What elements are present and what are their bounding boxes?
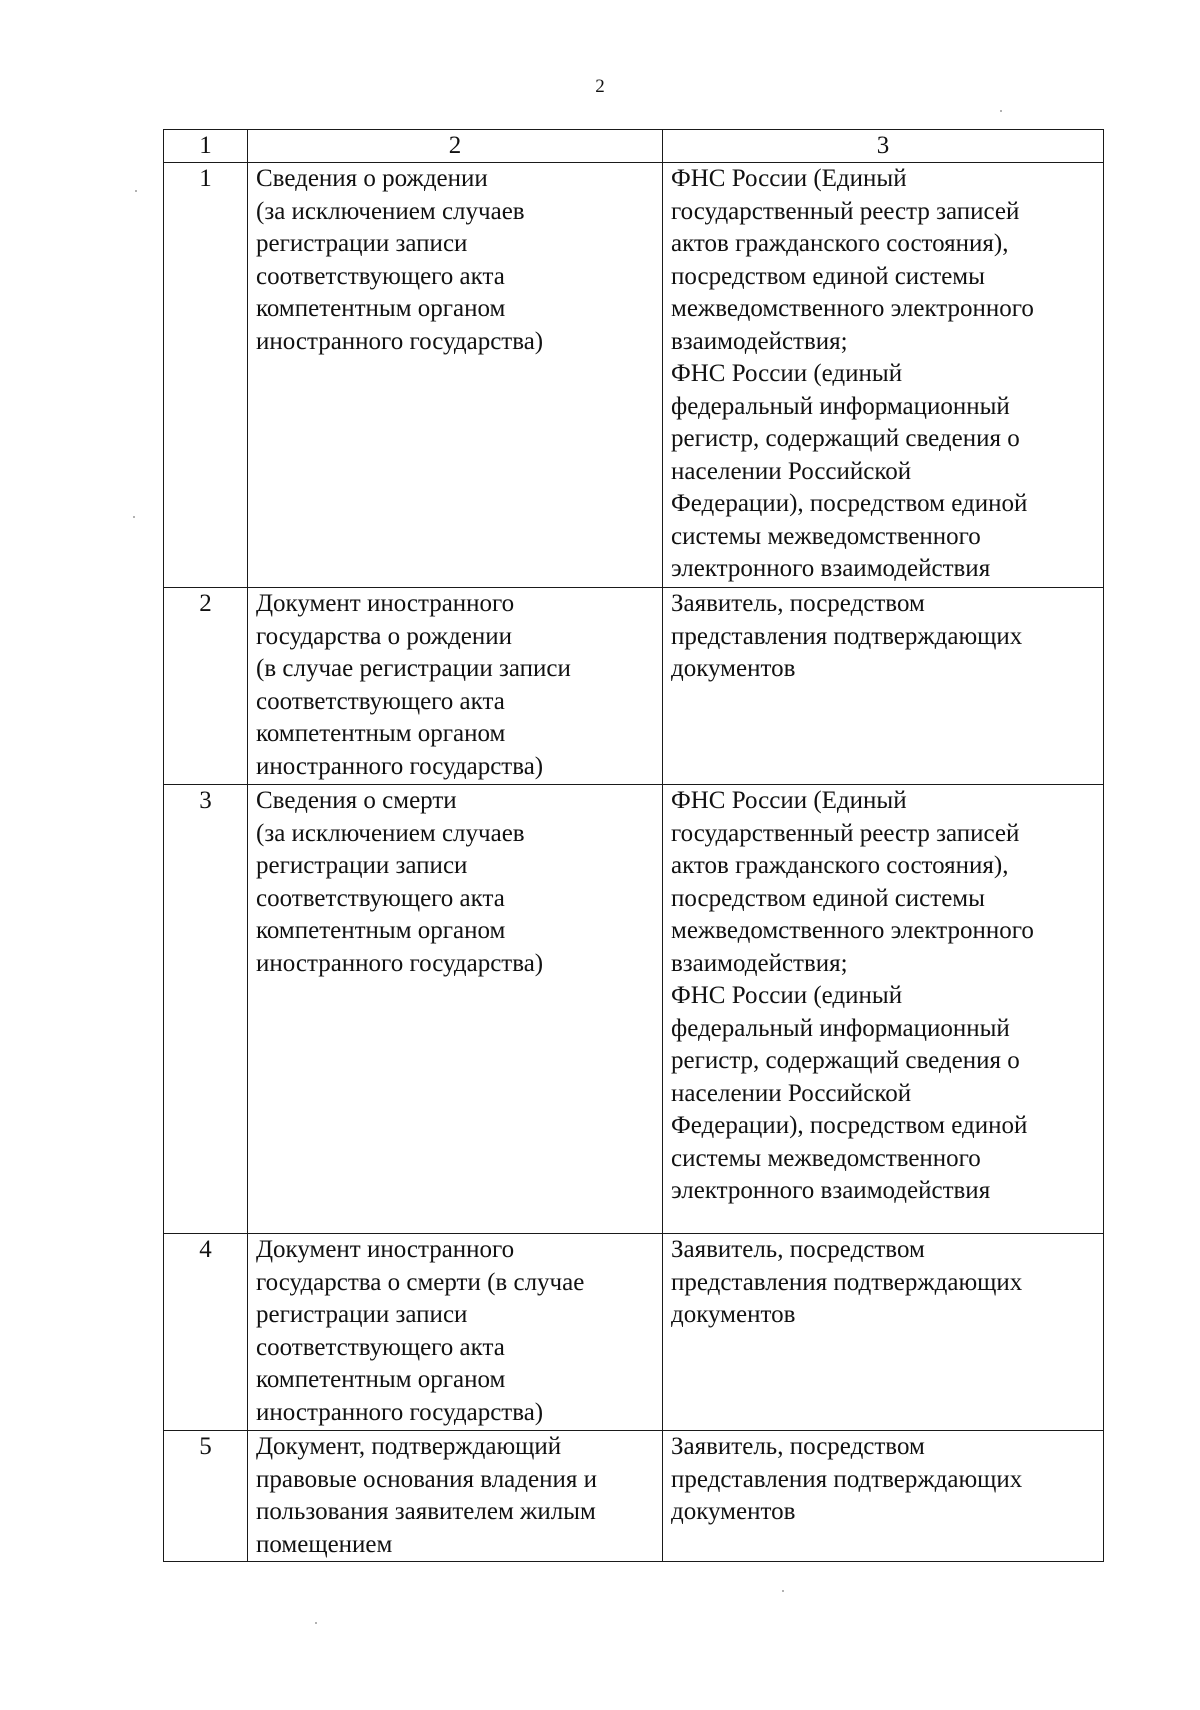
- source-cell: [663, 785, 1104, 1234]
- source-text-line: документов: [671, 1301, 796, 1328]
- table-row: [164, 785, 1104, 1234]
- table-body: [164, 163, 1104, 1562]
- document-text-line: регистрации записи: [256, 852, 468, 879]
- scan-speck: [782, 1590, 784, 1592]
- source-text-line: межведомственного электронного: [671, 917, 1034, 944]
- table-row: [164, 588, 1104, 785]
- source-text-line: Заявитель, посредством: [671, 1433, 925, 1460]
- source-text-line: государственный реестр записей: [671, 819, 1020, 847]
- document-text-line: (за исключением случаев: [256, 819, 525, 847]
- source-text-line: системы межведомственного: [671, 1144, 981, 1172]
- document-text-line: иностранного государства): [256, 752, 544, 780]
- document-text-line: (за исключением случаев: [256, 197, 525, 225]
- document-text-line: Документ иностранного: [256, 590, 515, 617]
- document-text-line: правовые основания владения и: [256, 1465, 597, 1493]
- source-text-line: ФНС России (единый: [671, 360, 903, 387]
- header-cell-3: 3: [663, 130, 1104, 163]
- source-cell: [663, 163, 1104, 588]
- document-text-line: соответствующего акта: [256, 262, 505, 290]
- source-text-line: взаимодействия;: [671, 949, 848, 977]
- document-text-line: Сведения о рождении: [256, 165, 488, 192]
- document-text-line: Сведения о смерти: [256, 787, 457, 814]
- page-number: 2: [595, 76, 605, 97]
- source-text-line: документов: [671, 1498, 796, 1525]
- document-text-line: пользования заявителем жилым: [256, 1498, 596, 1525]
- source-text-line: ФНС России (Единый: [671, 165, 907, 192]
- source-text-line: взаимодействия;: [671, 327, 848, 355]
- scan-speck: [315, 1622, 317, 1624]
- header-cell-2: 2: [248, 130, 663, 163]
- source-text-line: федеральный информационный: [671, 392, 1010, 420]
- source-text-line: населении Российской: [671, 457, 912, 485]
- row-number: 4: [164, 1234, 248, 1431]
- documents-table: [163, 129, 1104, 1562]
- source-text-line: регистр, содержащий сведения о: [671, 425, 1020, 452]
- document-text-line: иностранного государства): [256, 327, 544, 355]
- source-text-line: документов: [671, 655, 796, 682]
- source-text-line: ФНС России (Единый: [671, 787, 907, 814]
- source-cell: [663, 1431, 1104, 1562]
- source-text-line: актов гражданского состояния),: [671, 852, 1009, 879]
- table-row: [164, 1431, 1104, 1562]
- row-number: 2: [164, 588, 248, 785]
- table-header-row: [164, 130, 1104, 163]
- document-cell: [248, 1234, 663, 1431]
- document-cell: [248, 1431, 663, 1562]
- document-text-line: (в случае регистрации записи: [256, 655, 571, 682]
- document-text-line: Документ иностранного: [256, 1236, 515, 1263]
- source-text-line: государственный реестр записей: [671, 197, 1020, 225]
- document-text-line: государства о смерти (в случае: [256, 1268, 585, 1296]
- document-text-line: компетентным органом: [256, 917, 506, 944]
- source-text-line: федеральный информационный: [671, 1014, 1010, 1042]
- source-text-line: регистр, содержащий сведения о: [671, 1047, 1020, 1074]
- document-cell: [248, 588, 663, 785]
- row-number: 3: [164, 785, 248, 1234]
- source-text-line: представления подтверждающих: [671, 622, 1023, 650]
- document-text-line: компетентным органом: [256, 1366, 506, 1393]
- source-text-line: посредством единой системы: [671, 884, 985, 912]
- document-cell: [248, 163, 663, 588]
- document-text-line: государства о рождении: [256, 622, 512, 650]
- source-text-line: электронного взаимодействия: [671, 1177, 991, 1204]
- source-text-line: представления подтверждающих: [671, 1465, 1023, 1493]
- document-cell: [248, 785, 663, 1234]
- table-row: [164, 1234, 1104, 1431]
- document-text-line: помещением: [256, 1530, 393, 1558]
- scan-speck: [135, 190, 137, 192]
- source-text-line: ФНС России (единый: [671, 982, 903, 1009]
- header-cell-1: 1: [164, 130, 248, 163]
- source-cell: [663, 588, 1104, 785]
- source-text-line: Заявитель, посредством: [671, 590, 925, 617]
- source-text-line: Федерации), посредством единой: [671, 1112, 1028, 1139]
- document-text-line: иностранного государства): [256, 1398, 544, 1426]
- source-text-line: Заявитель, посредством: [671, 1236, 925, 1263]
- document-text-line: компетентным органом: [256, 720, 506, 747]
- source-text-line: системы межведомственного: [671, 522, 981, 550]
- document-text-line: регистрации записи: [256, 230, 468, 257]
- source-text-line: актов гражданского состояния),: [671, 230, 1009, 257]
- source-text-line: электронного взаимодействия: [671, 555, 991, 582]
- source-text-line: посредством единой системы: [671, 262, 985, 290]
- source-text-line: представления подтверждающих: [671, 1268, 1023, 1296]
- source-cell: [663, 1234, 1104, 1431]
- source-text-line: населении Российской: [671, 1079, 912, 1107]
- document-text-line: соответствующего акта: [256, 884, 505, 912]
- scan-speck: [133, 516, 135, 518]
- document-text-line: соответствующего акта: [256, 1333, 505, 1361]
- source-text-line: межведомственного электронного: [671, 295, 1034, 322]
- document-text-line: регистрации записи: [256, 1301, 468, 1328]
- document-text-line: компетентным органом: [256, 295, 506, 322]
- document-text-line: Документ, подтверждающий: [256, 1433, 562, 1460]
- table-row: [164, 163, 1104, 588]
- document-text-line: иностранного государства): [256, 949, 544, 977]
- source-text-line: Федерации), посредством единой: [671, 490, 1028, 517]
- row-number: 5: [164, 1431, 248, 1562]
- row-number: 1: [164, 163, 248, 588]
- document-text-line: соответствующего акта: [256, 687, 505, 715]
- scan-speck: [1000, 110, 1002, 112]
